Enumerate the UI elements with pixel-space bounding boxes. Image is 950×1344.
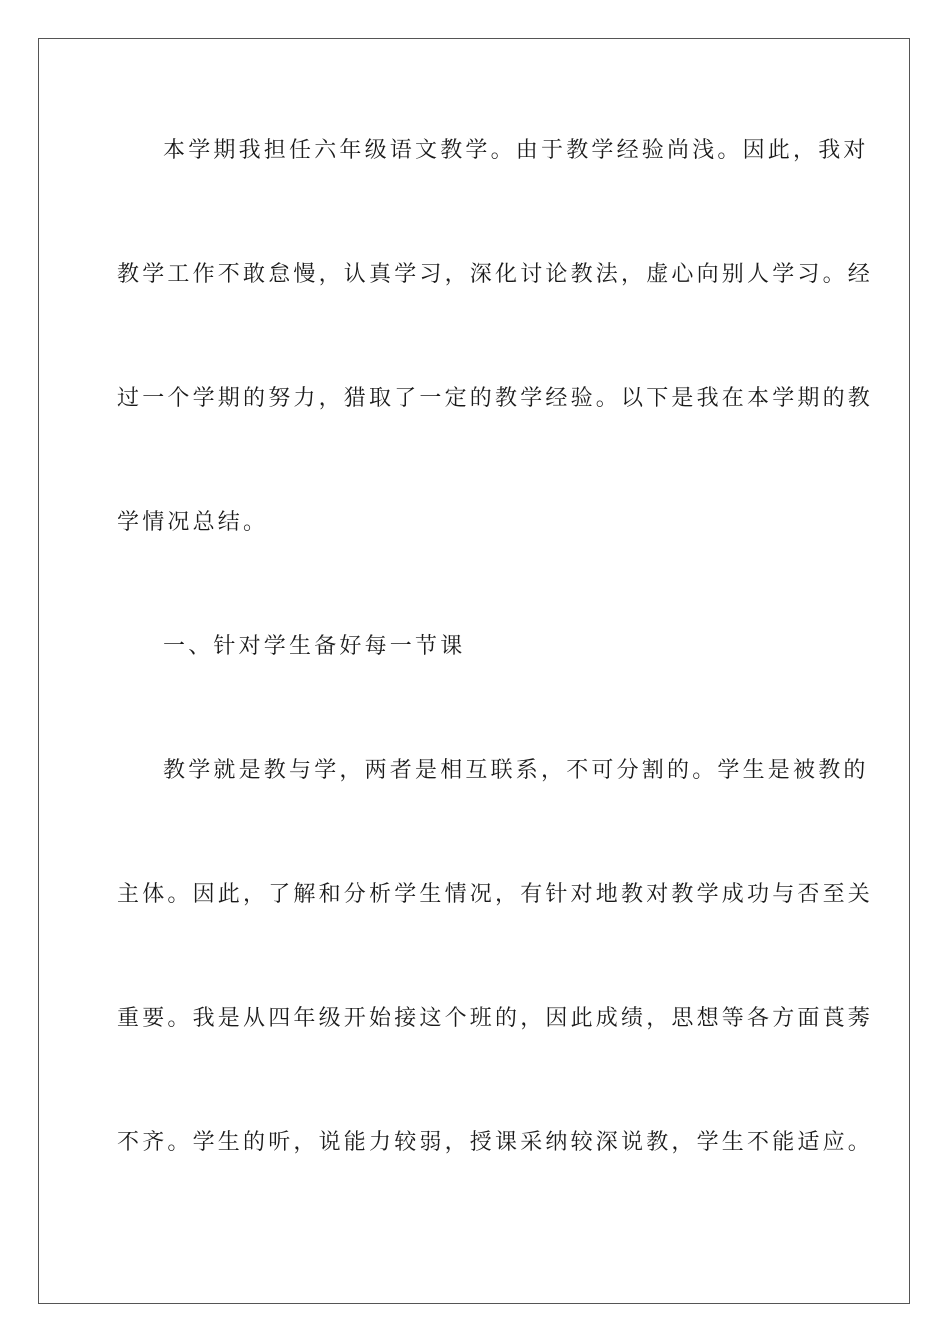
- paragraph-1-line-2: 教学工作不敢怠慢，认真学习，深化讨论教法，虚心向别人学习。经: [117, 262, 874, 287]
- paragraph-2-line-1: 教学就是教与学，两者是相互联系，不可分割的。学生是被教的: [163, 758, 869, 783]
- paragraph-2-line-3: 重要。我是从四年级开始接这个班的，因此成绩，思想等各方面莨莠: [117, 1006, 874, 1031]
- paragraph-1-line-3: 过一个学期的努力，猎取了一定的教学经验。以下是我在本学期的教: [117, 386, 874, 411]
- section-heading: 一、针对学生备好每一节课: [163, 634, 466, 659]
- paragraph-1-line-4: 学情况总结。: [117, 510, 269, 535]
- paragraph-2-line-2: 主体。因此，了解和分析学生情况，有针对地教对教学成功与否至关: [117, 882, 874, 907]
- paragraph-2-line-4: 不齐。学生的听，说能力较弱，授课采纳较深说教，学生不能适应。: [117, 1130, 874, 1155]
- paragraph-1-line-1: 本学期我担任六年级语文教学。由于教学经验尚浅。因此，我对: [163, 138, 869, 163]
- page-border: [38, 38, 910, 1304]
